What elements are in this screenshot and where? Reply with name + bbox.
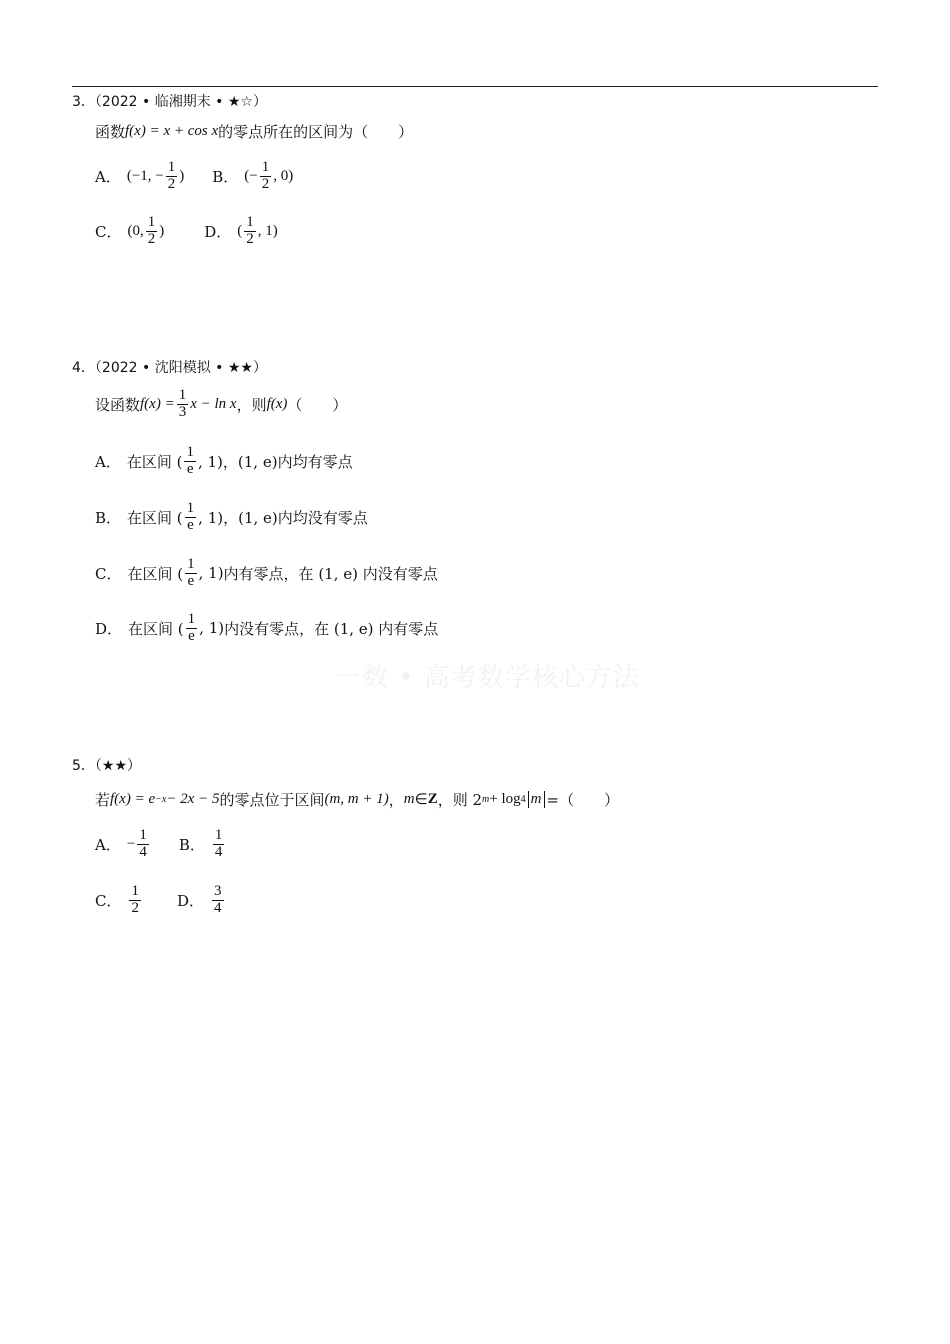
q5-d-num: 3 [214,883,222,899]
q5-stem-then: ，则 2 [437,791,483,809]
question-4-option-d [95,612,438,645]
q4-c-num: 1 [187,556,195,572]
q3-stem-func: f(x) = x + cos x [125,123,219,139]
question-5-options-ab [95,828,226,861]
q3-option-b-pre: (− [244,167,258,184]
q4-d-num: 1 [187,611,196,627]
q5-stem-in: ∈ [414,792,428,808]
q3-d-den: 2 [246,230,254,247]
q4-a-den: e [186,460,194,477]
q4-stem-f2: f(x) [266,395,288,412]
question-3-stem [95,121,413,142]
q5-stem-m: m [403,791,415,807]
q4-c-den: e [187,572,195,589]
q3-option-a-pre: (−1, − [126,167,164,184]
q5-stem-end: =（ ） [546,791,620,809]
question-4-option-c [95,557,438,590]
q4-b-den: e [187,516,194,533]
q5-stem-interval: (m, m + 1) [324,791,389,807]
q4-option-b-mid: , 1)，(1, e) [198,508,278,527]
q3-a-num: 1 [167,159,176,175]
q5-c-num: 1 [131,883,139,899]
q3-c-den: 2 [147,230,156,247]
q5-b-num: 1 [214,827,223,843]
q5-option-c-label: C． [95,891,122,910]
q3-option-c-pre: (0, [127,222,144,239]
q5-a-num: 1 [139,827,147,843]
q4-option-c-label: C． [95,564,122,583]
q4-option-c-pre: 在区间 ( [127,564,184,583]
q4-option-a-fraction [184,445,196,478]
q4-option-d-mid: , 1) [199,619,225,638]
q3-option-a-label: A． [95,167,121,186]
q4-option-d-label: D． [95,619,123,638]
q5-option-c-fraction [129,884,141,917]
q4-stem-rest: x − ln x [190,395,237,412]
q4-stem-fraction [177,388,189,421]
q5-option-d-label: D． [176,891,205,910]
q4-option-a-label: A． [95,452,121,471]
q5-stem-f: f(x) = e [110,791,156,807]
q3-a-den: 2 [167,175,176,192]
q3-option-d-post: , 1) [257,222,278,239]
q3-option-b-label: B． [212,167,239,186]
question-3-options-ab [95,160,293,193]
q3-option-c-post: ) [159,222,165,239]
q5-b-den: 4 [214,843,223,860]
q5-option-a-sign: − [126,835,136,852]
q5-stem-exp: −x [155,794,167,805]
question-5-options-cd [95,884,226,917]
q4-option-d-pre: 在区间 ( [128,619,184,638]
q3-option-d-fraction [244,215,256,248]
question-3-options-cd [95,215,278,248]
q3-option-a-post: ) [179,167,185,184]
q3-option-b-fraction [260,160,272,193]
q3-c-num: 1 [147,214,156,230]
q3-option-c-fraction [146,215,158,248]
q4-option-b-label: B． [95,508,122,527]
question-5-stem [95,789,619,810]
q3-d-num: 1 [246,214,254,230]
top-rule [72,86,878,87]
q3-b-den: 2 [261,175,270,192]
q5-option-a-label: A． [95,835,121,854]
q5-c-den: 2 [131,899,139,916]
q3-option-d-label: D． [204,222,232,241]
q3-stem-post: 的零点所在的区间为（ ） [218,123,414,141]
q4-stem-den: 3 [178,403,187,420]
q3-option-b-post: , 0) [273,167,294,184]
q4-stem-end: （ ） [287,395,348,414]
q4-option-d-post: 内没有零点，在 (1, e) 内有零点 [224,619,439,638]
q5-stem-comma: ， [388,791,404,809]
q5-option-a-fraction [137,828,149,861]
q4-option-a-post: 内均有零点 [277,452,353,471]
q5-a-den: 4 [139,843,147,860]
q3-stem-pre: 函数 [95,123,126,141]
q5-option-b-label: B． [178,835,205,854]
q4-stem-pre: 设函数 [95,395,141,414]
q5-stem-abs-m: m [528,791,545,808]
q4-option-d-fraction [186,612,198,645]
q4-option-c-fraction [185,557,197,590]
question-4-option-b [95,501,368,534]
q4-d-den: e [188,627,195,644]
q4-option-b-post: 内均没有零点 [277,508,368,527]
watermark: 一数 • 高考数学核心方法 [335,663,640,693]
q5-stem-sub-4: 4 [520,794,526,805]
q5-d-den: 4 [214,899,222,916]
q5-stem-pre: 若 [95,791,111,809]
q4-a-num: 1 [186,444,194,460]
q3-option-a-fraction [166,160,178,193]
q4-stem-num: 1 [178,387,187,403]
q5-option-b-fraction [213,828,225,861]
q5-stem-text: 的零点位于区间 [219,791,325,809]
q4-stem-f: f(x) = [140,395,175,412]
q3-option-d-pre: ( [237,222,243,239]
q4-option-c-post: 内有零点，在 (1, e) 内没有零点 [223,564,438,583]
q4-option-b-fraction [185,501,197,534]
q5-stem-mid: − 2x − 5 [166,791,220,807]
q4-option-c-mid: , 1) [198,564,224,583]
q5-option-d-fraction [212,884,224,917]
question-4-option-a [95,445,353,478]
q5-stem-sup-m: m [482,794,490,805]
q4-b-num: 1 [186,500,195,516]
q4-option-a-mid: , 1)，(1, e) [197,452,278,471]
q4-stem-then: ，则 [236,395,267,414]
q4-option-a-pre: 在区间 ( [126,452,183,471]
question-4-stem [95,388,347,421]
q5-stem-z: Z [427,791,438,807]
q3-b-num: 1 [261,159,270,175]
q4-option-b-pre: 在区间 ( [127,508,183,527]
question-5-header: 5．（★★） [72,758,142,774]
question-4-header: 4．（2022 • 沈阳模拟 • ★★） [72,360,267,376]
question-3-header: 3．（2022 • 临湘期末 • ★☆） [72,94,267,110]
q5-stem-plus-log: + log [489,791,521,807]
q3-option-c-label: C． [95,222,122,241]
